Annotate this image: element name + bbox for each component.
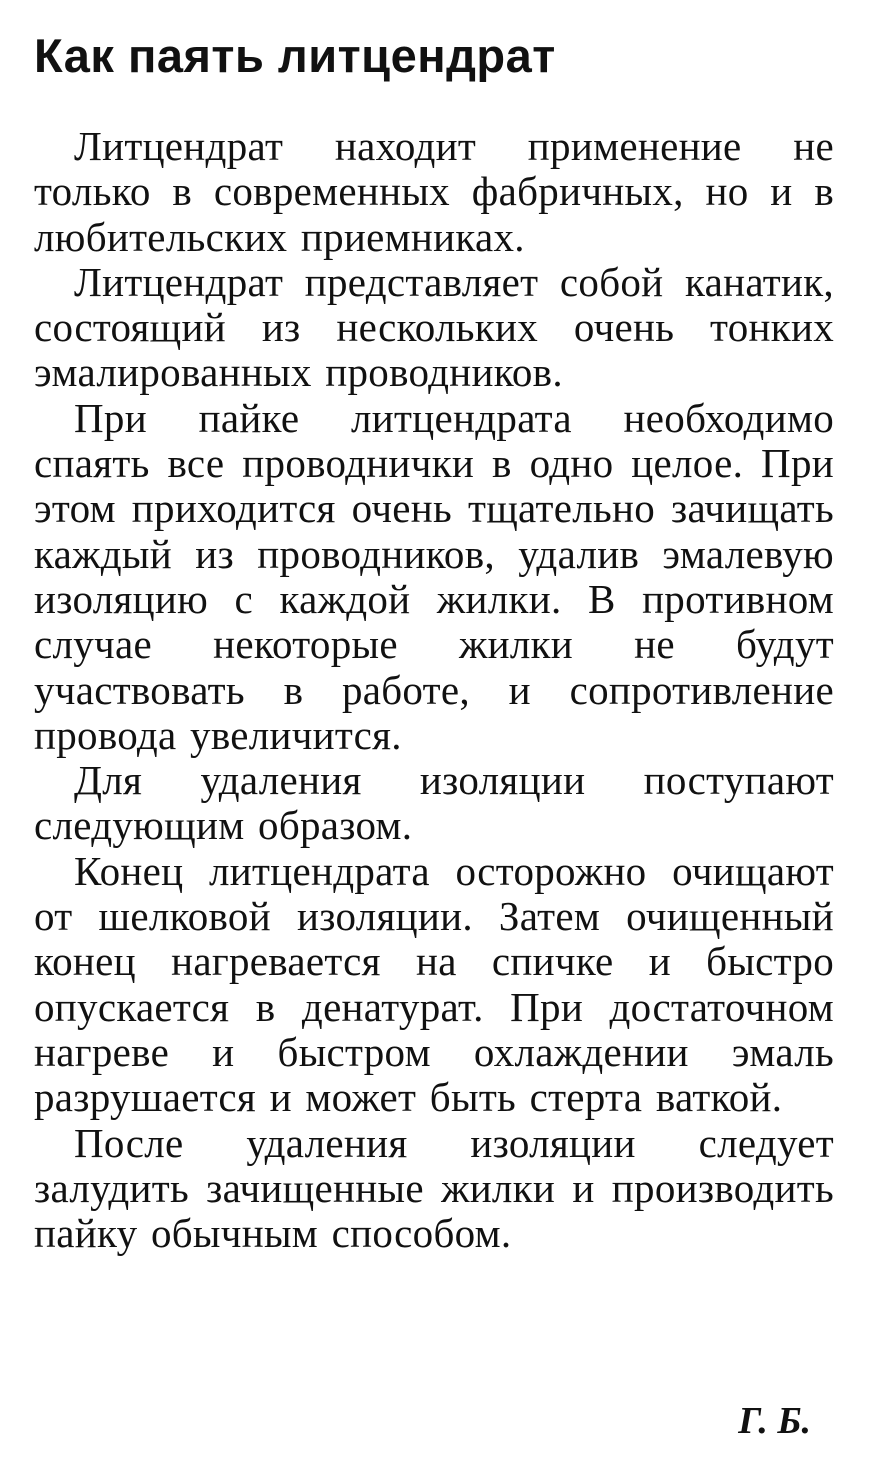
paragraph-1: Литцендрат находит применение не только в современных фабричных, но и в любительских приемниках. (34, 123, 834, 260)
author-signature: Г. Б. (738, 1400, 811, 1442)
article-title: Как паять литцендрат (34, 29, 556, 82)
paragraph-2: Литцендрат представляет собой канатик, состоящий из нескольких очень тонких эмалированных проводников. (34, 258, 834, 396)
paragraph-3: При пайке литцендрата необходимо спаять все проводнички в одно целое. При этом приходится очень тщательно зачищать каждый из проводников, удалив эмалевую изоляцию с каждой жилки. В противном случае некоторые жилки не будут участвовать в работе, и сопротивление провода увеличится. (34, 394, 834, 758)
paragraph-4: Для удаления изоляции поступают следующим образом. (34, 757, 834, 849)
paragraph-6: После удаления изоляции следует залудить зачищенные жилки и производить пайку обычным способом. (34, 1119, 834, 1257)
article-body (34, 124, 834, 1256)
paragraph-5: Конец литцендрата осторожно очищают от шелковой изоляции. Затем очищенный конец нагревается на спичке и быстро опускается в денатурат. При достаточном нагреве и быстром охлаждении эмаль разрушается и может быть стерта ваткой. (34, 847, 834, 1121)
